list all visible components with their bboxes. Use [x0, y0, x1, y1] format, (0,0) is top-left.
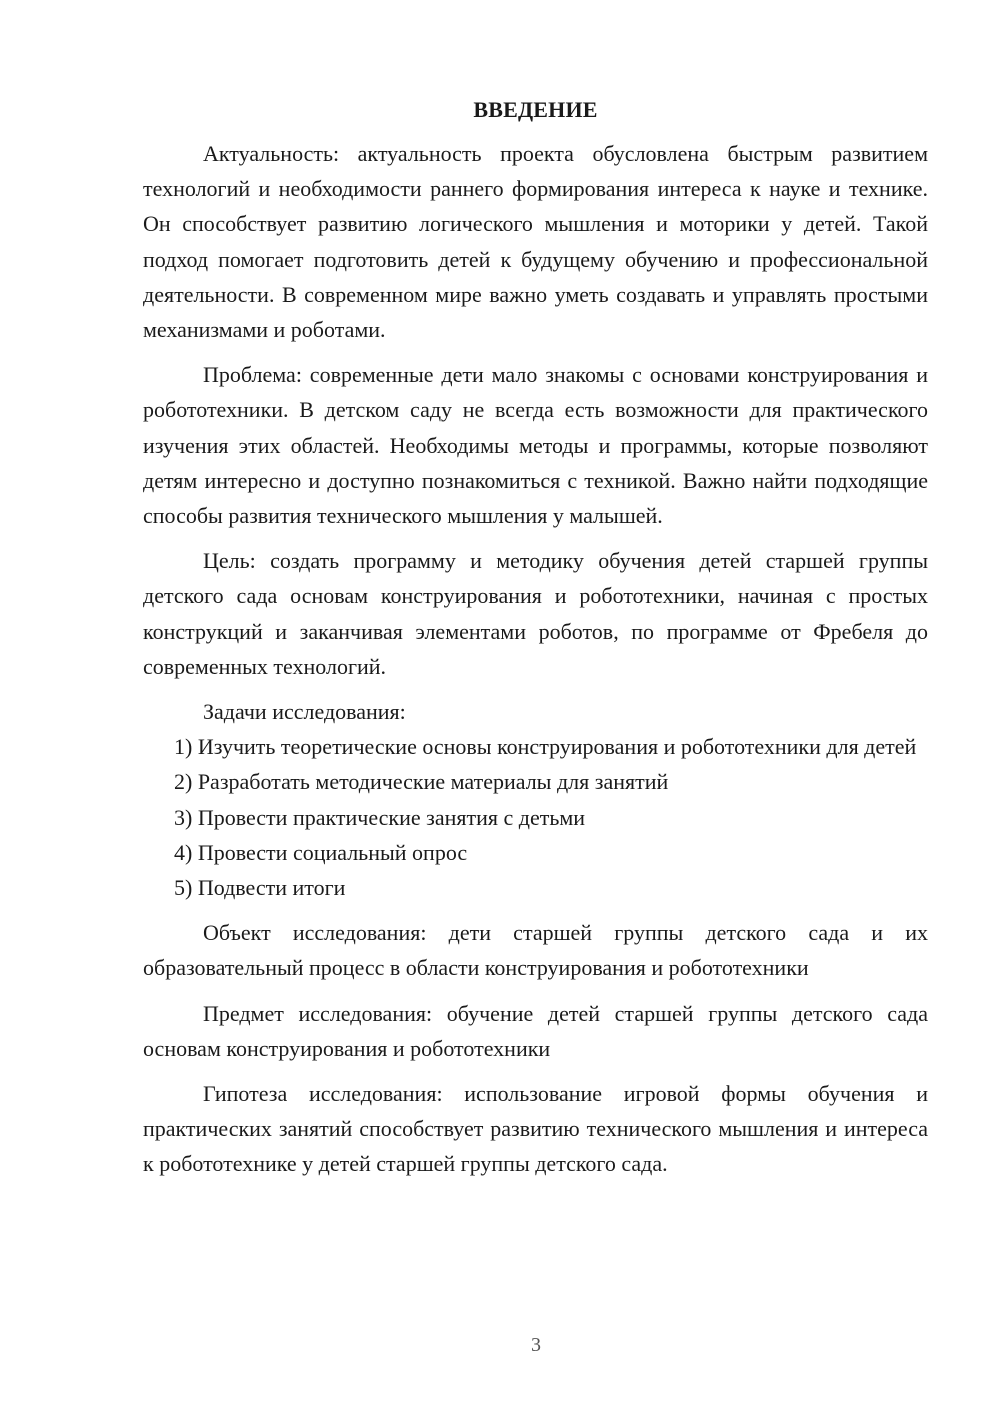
paragraph-object: Объект исследования: дети старшей группы детского сада и их образовательный процесс в области конструирования и робототехники — [143, 920, 928, 981]
task-item-5: 5) Подвести итоги — [174, 875, 346, 901]
tasks-heading: Задачи исследования: — [203, 699, 406, 725]
paragraph-problem: Проблема: современные дети мало знакомы с основами конструирования и робототехники. В детском саду не всегда есть возможности для практического изучения этих областей. Необходимы методы и программы, которые позволяют детям интересно и доступно познакомиться с техникой. Важно найти подходящие способы развития технического мышления у малышей. — [143, 362, 928, 529]
document-title: ВВЕДЕНИЕ — [473, 97, 598, 122]
paragraph-relevance: Актуальность: актуальность проекта обусловлена быстрым развитием технологий и необходимости раннего формирования интереса к науке и технике. Он способствует развитию логического мышления и моторики у детей. Такой подход помогает подготовить детей к будущему обучению и профессиональной деятельности. В современном мире важно уметь создавать и управлять простыми механизмами и роботами. — [143, 141, 928, 343]
task-item-1: 1) Изучить теоретические основы конструирования и робототехники для детей — [174, 734, 917, 760]
paragraph-subject: Предмет исследования: обучение детей старшей группы детского сада основам конструирования и робототехники — [143, 1000, 928, 1061]
paragraph-hypothesis: Гипотеза исследования: использование игровой формы обучения и практических занятий способствует развитию технического мышления и интереса к робототехнике у детей старшей группы детского сада. — [143, 1081, 928, 1177]
task-item-3: 3) Провести практические занятия с детьми — [174, 804, 586, 830]
paragraph-goal: Цель: создать программу и методику обучения детей старшей группы детского сада основам конструирования и робототехники, начиная с простых конструкций и заканчивая элементами роботов, по программе от Фребеля до современных технологий. — [143, 548, 928, 679]
document-page — [143, 92, 928, 1182]
page-number: 3 — [531, 1334, 541, 1356]
task-item-2: 2) Разработать методические материалы для занятий — [174, 769, 669, 795]
task-item-4: 4) Провести социальный опрос — [174, 839, 468, 865]
